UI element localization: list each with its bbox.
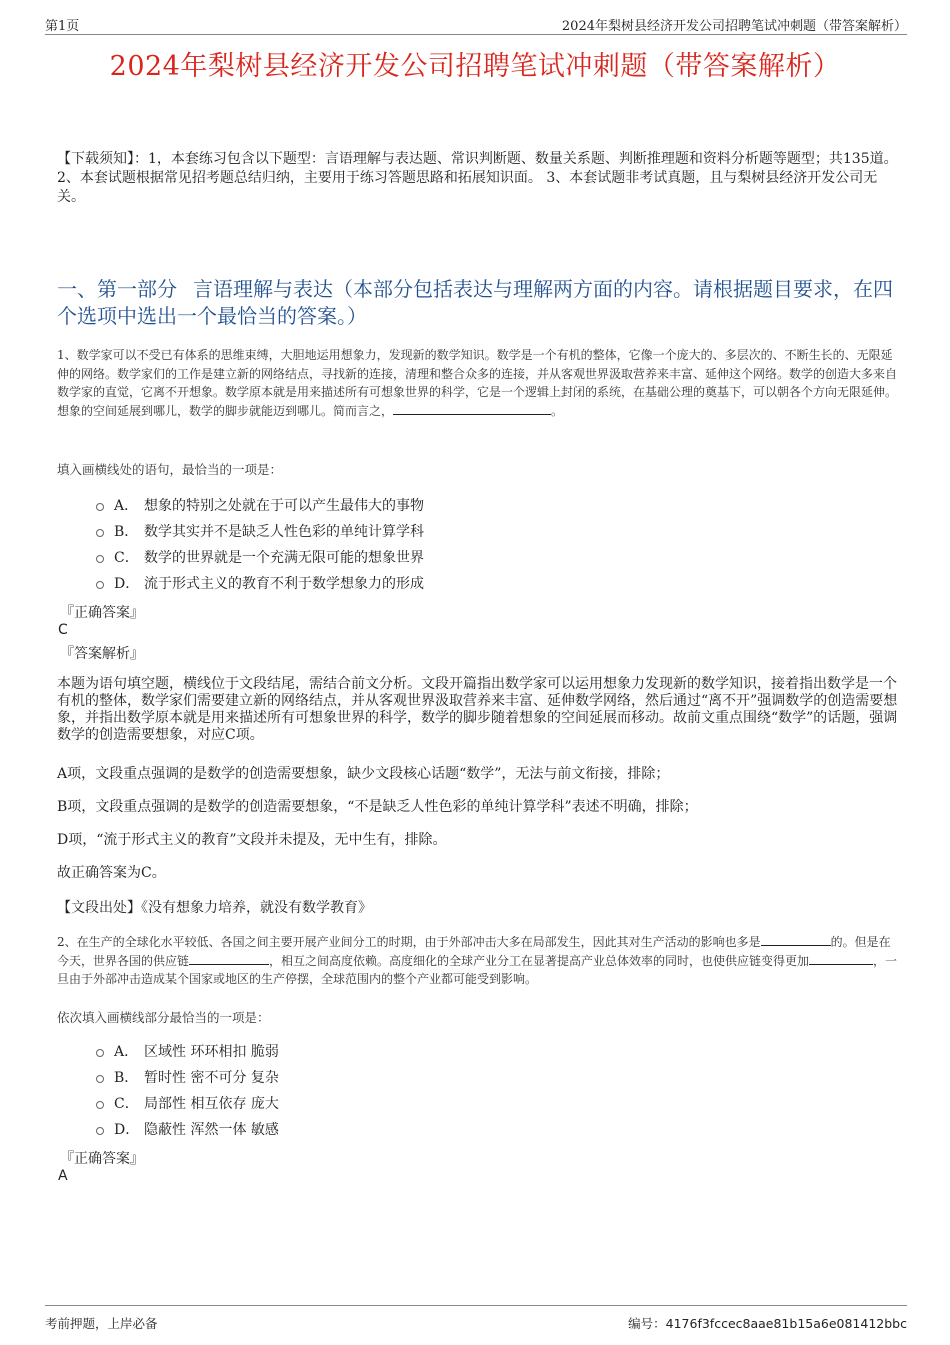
question-1-answer-tag: 『正确答案』: [60, 605, 144, 621]
radio-icon[interactable]: [96, 1127, 104, 1135]
radio-icon[interactable]: [96, 1049, 104, 1057]
option-letter: A．: [114, 498, 139, 514]
question-2-stem: [57, 933, 899, 989]
section-prefix: 一、第一部分: [57, 277, 177, 301]
page-footer: [45, 1305, 907, 1330]
analysis-paragraph-4: D项，“流于形式主义的教育”文段并未提及，无中生有，排除。: [57, 832, 447, 848]
page-number: 第1页: [45, 19, 80, 34]
radio-icon[interactable]: [96, 581, 104, 589]
analysis-paragraph-5: 故正确答案为C。: [57, 865, 166, 881]
question-2-option-a[interactable]: [96, 1040, 279, 1062]
question-1-option-c[interactable]: [96, 546, 424, 568]
option-letter: A．: [114, 1044, 139, 1060]
header-doc-title: 2024年梨树县经济开发公司招聘笔试冲刺题（带答案解析）: [561, 19, 907, 34]
footer-code-value: 4176f3fccec8aae81b15a6e081412bbc: [665, 1316, 907, 1331]
option-letter: C．: [114, 550, 139, 566]
question-1-option-d[interactable]: [96, 572, 424, 594]
option-text: 暂时性 密不可分 复杂: [144, 1070, 279, 1086]
question-2-answer-tag: 『正确答案』: [60, 1151, 144, 1167]
question-1-text: 1、数学家可以不受已有体系的思维束缚，大胆地运用想象力，发现新的数学知识。数学是一个有机的整体，它像一个庞大的、多层次的、不断生长的、无限延伸的网络。数学家们的工作是建立新的网络结点，寻找新的连接，清理和整合众多的连接，并从客观世界汲取营养来丰富、延伸这个网络。数学的创造大多来自数学家的直觉，它离不开想象。数学原本就是用来描述所有可想象世界的科学，它是一个逻辑上封闭的系统，在基础公理的奠基下，可以朝各个方向无限延伸。想象的空间延展到哪儿，数学的脚步就能迈到哪儿。简而言之，: [57, 348, 898, 418]
question-1-analysis-tag: 『答案解析』: [60, 646, 144, 662]
download-notice: 【下载须知】：1，本套练习包含以下题型：言语理解与表达题、常识判断题、数量关系题、判断推理题和资料分析题等题型；共135道。 2、本套试题根据常见招考题总结归纳，主要用于练习答题思路和拓展知识面。 3、本套试题非考试真题，且与梨树县经济开发公司无关。: [57, 151, 898, 205]
document-title: 2024年梨树县经济开发公司招聘笔试冲刺题（带答案解析）: [109, 51, 841, 82]
fill-blank: [761, 933, 831, 946]
fill-blank: [393, 402, 513, 415]
radio-icon[interactable]: [96, 1075, 104, 1083]
option-text: 数学其实并不是缺乏人性色彩的单纯计算学科: [144, 524, 424, 540]
footer-code: [628, 1314, 907, 1332]
section-text: 言语理解与表达（本部分包括表达与理解两方面的内容。请根据题目要求，在四个选项中选出一个最恰当的答案。）: [57, 277, 893, 328]
footer-code-label: 编号：: [628, 1316, 666, 1331]
question-2-option-c[interactable]: [96, 1092, 279, 1114]
option-letter: B．: [114, 1070, 139, 1086]
question-1-end: 。: [551, 403, 564, 418]
question-2-text-part: 的。但是在今天，世界各国的供应链: [57, 935, 891, 968]
radio-icon[interactable]: [96, 503, 104, 511]
radio-icon[interactable]: [96, 555, 104, 563]
footer-slogan: 考前押题，上岸必备: [45, 1316, 158, 1331]
question-1-prompt: 填入画横线处的语句，最恰当的一项是：: [57, 462, 283, 477]
fill-blank: [189, 952, 269, 965]
fill-blank: [809, 952, 873, 965]
option-text: 区域性 环环相扣 脆弱: [144, 1044, 279, 1060]
radio-icon[interactable]: [96, 529, 104, 537]
option-text: 隐蔽性 浑然一体 敏感: [144, 1122, 279, 1138]
fill-blank-continued: [513, 402, 551, 415]
analysis-paragraph-2: A项，文段重点强调的是数学的创造需要想象，缺少文段核心话题“数学”，无法与前文衔接，排除；: [57, 766, 670, 782]
question-2-text-part: ，一旦由于外部冲击造成某个国家或地区的生产停摆，全球范围内的整个产业都可能受到影响。: [57, 953, 898, 986]
question-1-stem: [57, 346, 899, 420]
analysis-paragraph-1: 本题为语句填空题，横线位于文段结尾，需结合前文分析。文段开篇指出数学家可以运用想象力发现新的数学知识，接着指出数学是一个有机的整体，数学家们需要建立新的网络结点，并从客观世界汲取营养来丰富、延伸数学网络，然后通过“离不开”强调数学的创造需要想象，并指出数学原本就是用来描述所有可想象世界的科学，数学的脚步随着想象的空间延展而移动。故前文重点围绕“数学”的话题，强调数学的创造需要想象，对应C项。: [57, 676, 898, 743]
analysis-paragraph-3: B项，文段重点强调的是数学的创造需要想象，“不是缺乏人性色彩的单纯计算学科”表述不明确，排除；: [57, 799, 698, 815]
option-letter: D．: [114, 576, 140, 592]
option-text: 数学的世界就是一个充满无限可能的想象世界: [144, 550, 424, 566]
question-2-prompt: 依次填入画横线部分最恰当的一项是：: [57, 1010, 270, 1025]
question-2-option-b[interactable]: [96, 1066, 279, 1088]
option-letter: B．: [114, 524, 139, 540]
question-2-answer: A: [58, 1168, 68, 1184]
option-text: 流于形式主义的教育不利于数学想象力的形成: [144, 576, 424, 592]
section-heading: [57, 276, 897, 330]
option-letter: C．: [114, 1096, 139, 1112]
option-letter: D．: [114, 1122, 140, 1138]
page-header: [45, 14, 907, 35]
question-2-text-part: ，相互之间高度依赖。高度细化的全球产业分工在显著提高产业总体效率的同时，也使供应链变得更加: [269, 953, 810, 968]
radio-icon[interactable]: [96, 1101, 104, 1109]
question-2-option-d[interactable]: [96, 1118, 279, 1140]
question-2-text-part: 2、在生产的全球化水平较低、各国之间主要开展产业间分工的时期，由于外部冲击大多在局部发生，因此其对生产活动的影响也多是: [57, 935, 761, 949]
question-1-option-a[interactable]: [96, 494, 424, 516]
question-1-source: 【文段出处】《没有想象力培养，就没有数学教育》: [57, 900, 372, 916]
option-text: 想象的特别之处就在于可以产生最伟大的事物: [144, 498, 424, 514]
option-text: 局部性 相互依存 庞大: [144, 1096, 279, 1112]
question-1-answer: C: [58, 622, 68, 638]
question-1-option-b[interactable]: [96, 520, 424, 542]
